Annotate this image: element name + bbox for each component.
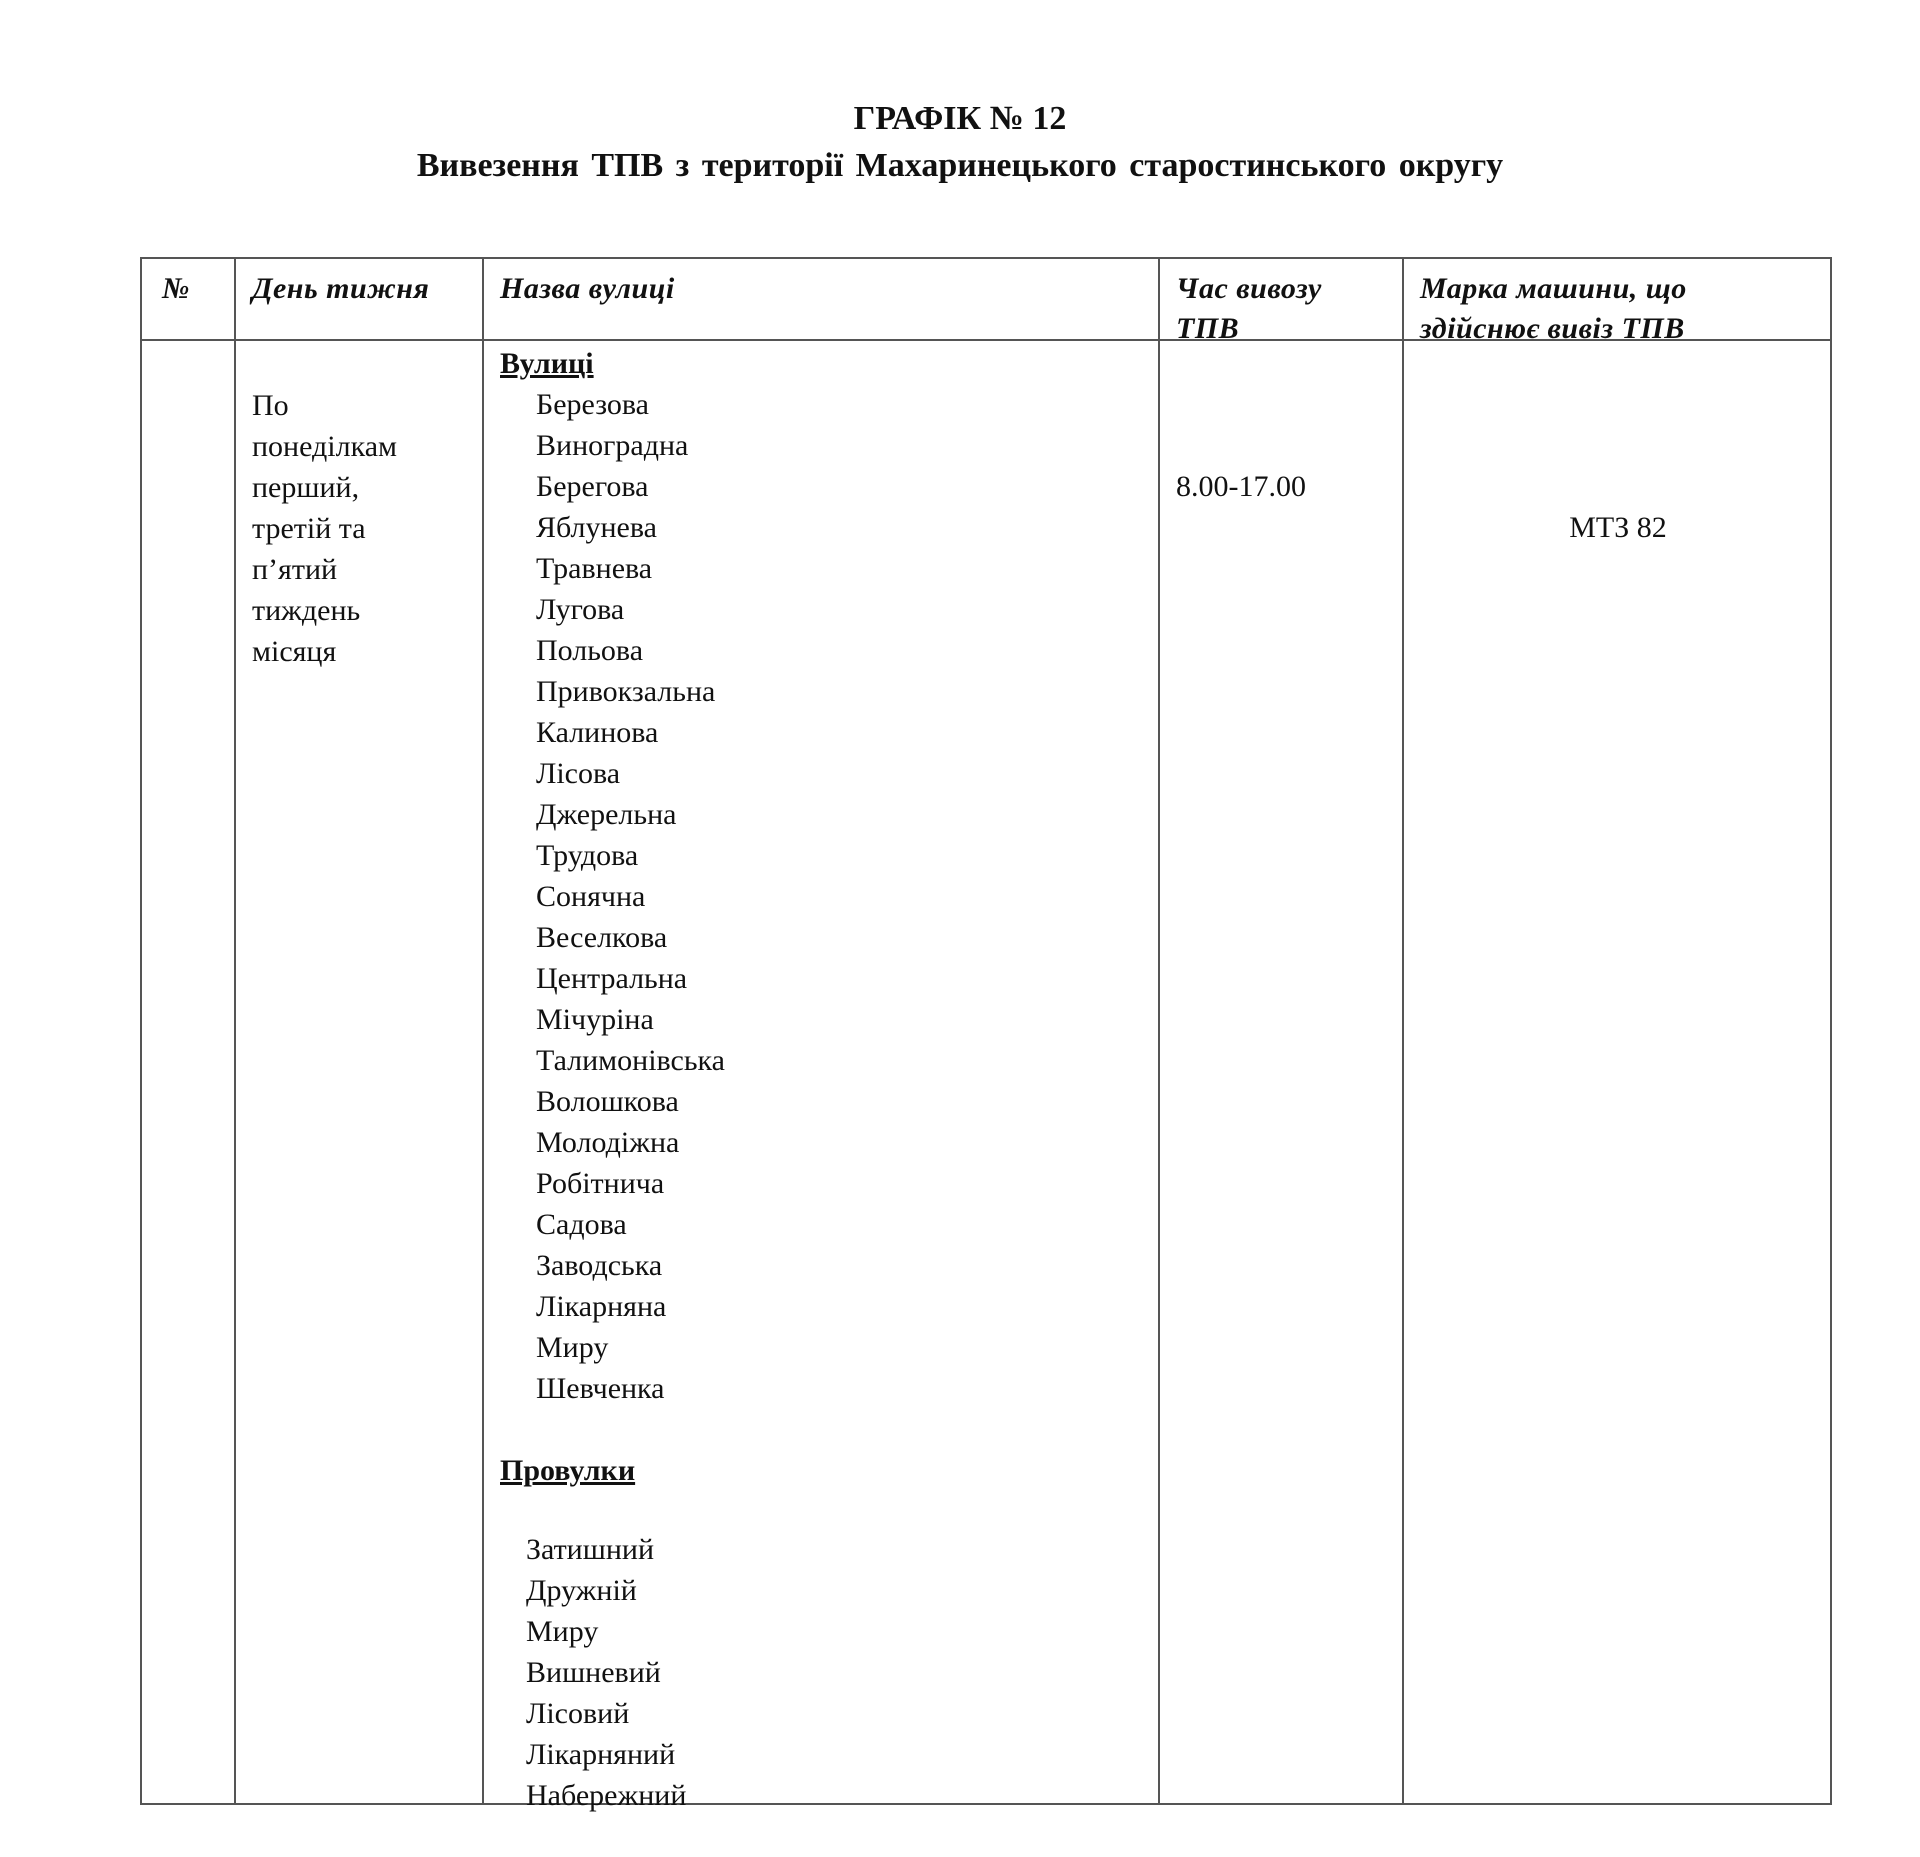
- street-item: Шевченка: [536, 1372, 665, 1405]
- header-vehicle: [1420, 269, 1687, 349]
- lane-item: Набережний: [526, 1779, 687, 1812]
- header-street: Назва вулиці: [500, 272, 675, 305]
- column-divider: [1402, 259, 1404, 1803]
- lane-item: Затишний: [526, 1533, 654, 1566]
- street-item: Берегова: [536, 470, 649, 503]
- day-line: понеділкам: [252, 430, 398, 463]
- street-item: Миру: [536, 1331, 609, 1364]
- day-line: перший,: [252, 471, 360, 504]
- street-item: Виноградна: [536, 429, 689, 462]
- street-item: Привокзальна: [536, 675, 716, 708]
- street-item: Лугова: [536, 593, 625, 626]
- time-value: 8.00-17.00: [1176, 470, 1306, 503]
- lanes-list: [500, 1529, 725, 1816]
- day-cell: [252, 385, 397, 672]
- header-vehicle-line2: здійснює вивіз ТПВ: [1420, 312, 1685, 345]
- street-item: Центральна: [536, 962, 688, 995]
- street-item: Мічуріна: [536, 1003, 654, 1036]
- column-divider: [482, 259, 484, 1803]
- street-item: Польова: [536, 634, 644, 667]
- day-line: тиждень: [252, 594, 361, 627]
- header-vehicle-line1: Марка машини, що: [1420, 272, 1687, 305]
- street-item: Сонячна: [536, 880, 646, 913]
- street-item: Заводська: [536, 1249, 663, 1282]
- column-divider: [234, 259, 236, 1803]
- header-time: [1176, 269, 1322, 349]
- lane-item: Дружній: [526, 1574, 637, 1607]
- column-divider: [1158, 259, 1160, 1803]
- street-item: Садова: [536, 1208, 627, 1241]
- street-item: Яблунева: [536, 511, 657, 544]
- street-item: Лікарняна: [536, 1290, 667, 1323]
- street-item: Березова: [536, 388, 649, 421]
- streets-heading: Вулиці: [500, 347, 594, 380]
- lane-item: Лісовий: [526, 1697, 630, 1730]
- day-line: місяця: [252, 635, 337, 668]
- street-item: Травнева: [536, 552, 653, 585]
- lane-item: Миру: [526, 1615, 599, 1648]
- street-item: Талимонівська: [536, 1044, 725, 1077]
- street-item: Лісова: [536, 757, 621, 790]
- street-cell: [500, 343, 725, 1816]
- street-item: Волошкова: [536, 1085, 679, 1118]
- street-item: Молодіжна: [536, 1126, 680, 1159]
- street-item: Джерельна: [536, 798, 677, 831]
- header-number: №: [162, 272, 190, 305]
- lane-item: Лікарняний: [526, 1738, 676, 1771]
- document-title: ГРАФІК № 12: [853, 100, 1067, 137]
- street-item: Калинова: [536, 716, 659, 749]
- schedule-table: [140, 257, 1832, 1812]
- day-line: п’ятий: [252, 553, 338, 586]
- street-item: Веселкова: [536, 921, 668, 954]
- street-item: Трудова: [536, 839, 639, 872]
- streets-list: [500, 384, 725, 1409]
- day-line: По: [252, 389, 289, 422]
- lanes-heading: Провулки: [500, 1454, 636, 1487]
- header-time-line1: Час вивозу: [1176, 272, 1322, 305]
- street-item: Робітнича: [536, 1167, 665, 1200]
- day-line: третій та: [252, 512, 366, 545]
- header-time-line2: ТПВ: [1176, 312, 1240, 345]
- vehicle-value: МТЗ 82: [1569, 511, 1667, 544]
- lane-item: Вишневий: [526, 1656, 661, 1689]
- document-subtitle: Вивезення ТПВ з території Махаринецького старостинського округу: [416, 147, 1504, 184]
- header-day: День тижня: [252, 272, 430, 305]
